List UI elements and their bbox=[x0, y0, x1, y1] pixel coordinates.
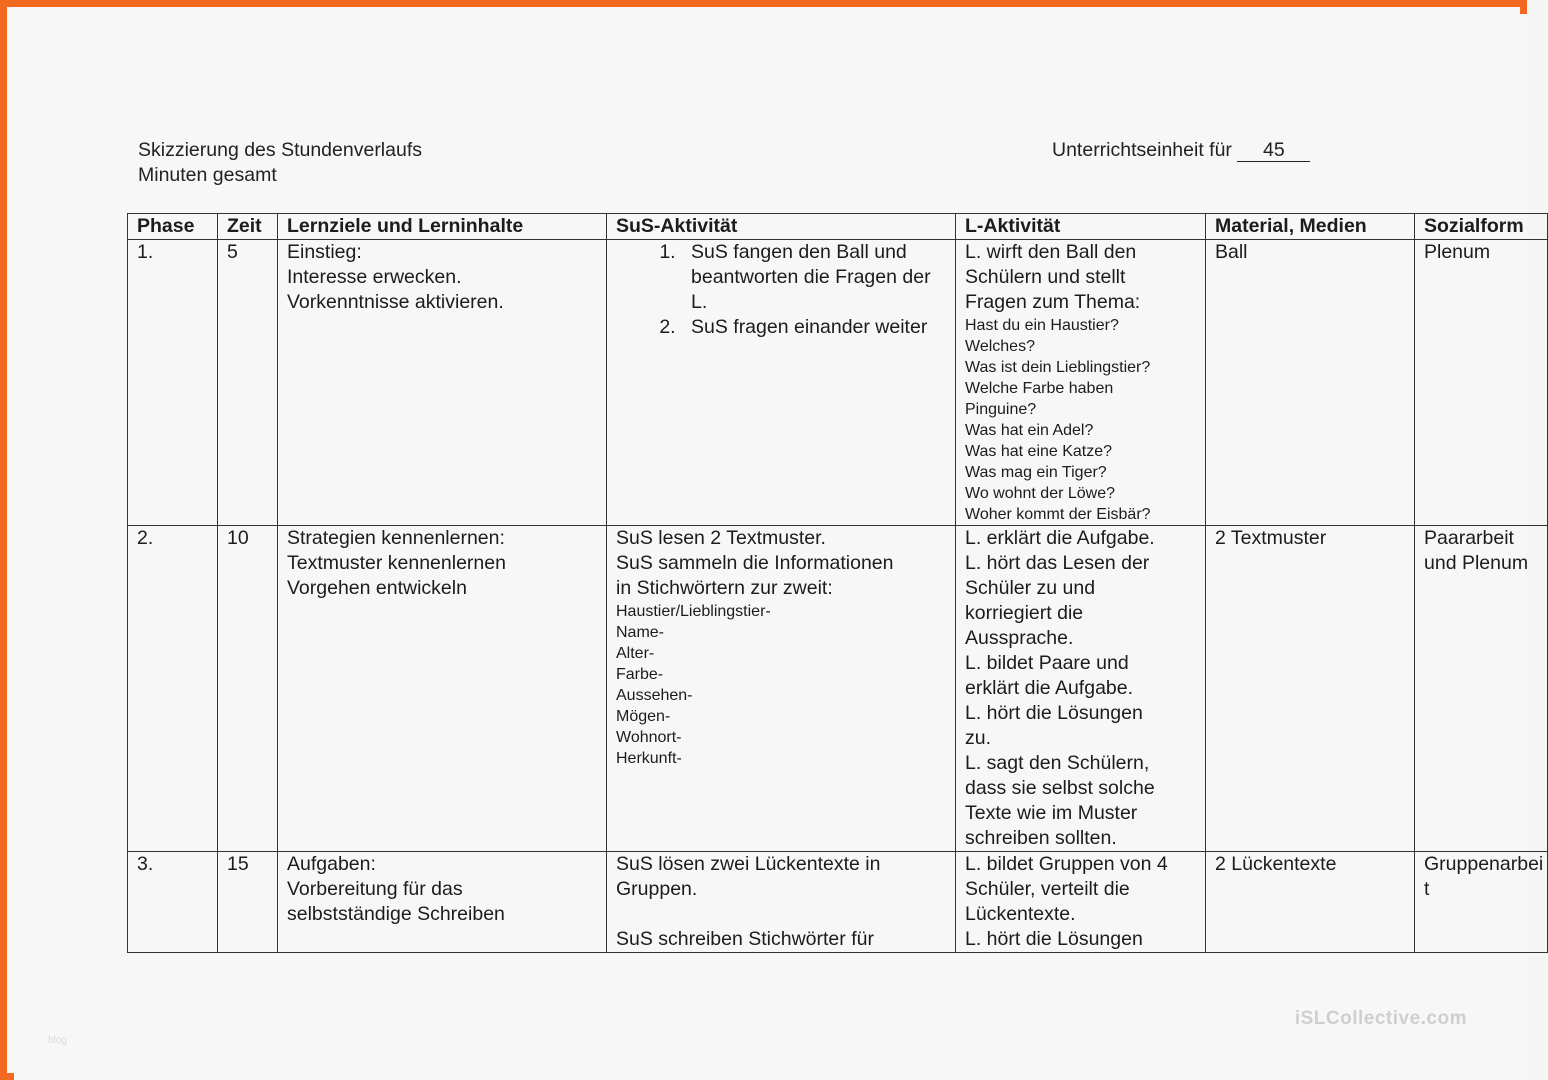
list-item: 2. SuS fragen einander weiter bbox=[681, 315, 947, 340]
l-activity-line: zu. bbox=[965, 727, 992, 749]
question-line: Was mag ein Tiger? bbox=[965, 464, 1107, 481]
keyword-line: Alter- bbox=[616, 645, 655, 662]
column-header-phase: Phase bbox=[128, 214, 218, 240]
cell-zeit: 5 bbox=[218, 240, 278, 526]
l-activity-line: schreiben sollten. bbox=[965, 827, 1117, 849]
lernziel-line: Vorgehen entwickeln bbox=[287, 577, 467, 599]
cell-sus-aktivitaet bbox=[607, 240, 956, 526]
question-line: Was hat eine Katze? bbox=[965, 443, 1113, 460]
l-activity-line: L. bildet Gruppen von 4 bbox=[965, 853, 1168, 875]
sus-activity-line bbox=[616, 902, 947, 927]
cell-zeit: 15 bbox=[218, 852, 278, 953]
question-line: Wo wohnt der Löwe? bbox=[965, 485, 1116, 502]
sozialform-line: und Plenum bbox=[1424, 552, 1529, 574]
document-title bbox=[138, 138, 422, 188]
keyword-line: Farbe- bbox=[616, 666, 664, 683]
lernziel-line: Aufgaben: bbox=[287, 853, 376, 875]
keyword-line: Wohnort- bbox=[616, 729, 682, 746]
sus-activity-line: SuS schreiben Stichwörter für bbox=[616, 928, 874, 950]
cell-sus-aktivitaet bbox=[607, 852, 956, 953]
l-activity-line: dass sie selbst solche bbox=[965, 777, 1155, 799]
question-line: Welches? bbox=[965, 338, 1035, 355]
table-row bbox=[128, 852, 1548, 953]
unit-duration-label: Unterrichtseinheit für bbox=[1052, 139, 1232, 161]
watermark: iSLCollective.com bbox=[1294, 1008, 1467, 1029]
lernziel-line: Einstieg: bbox=[287, 241, 362, 263]
cell-material: 2 Textmuster bbox=[1206, 526, 1415, 852]
l-activity-line: Lückentexte. bbox=[965, 903, 1076, 925]
cell-l-aktivitaet bbox=[956, 240, 1206, 526]
keyword-line: Mögen- bbox=[616, 708, 671, 725]
l-activity-line: L. erklärt die Aufgabe. bbox=[965, 527, 1155, 549]
column-header-sus-aktivitaet: SuS-Aktivität bbox=[607, 214, 956, 240]
question-line: Pinguine? bbox=[965, 401, 1037, 418]
lernziel-line: Interesse erwecken. bbox=[287, 266, 462, 288]
sozialform-line: Gruppenarbei bbox=[1424, 853, 1544, 875]
column-header-sozialform: Sozialform bbox=[1415, 214, 1548, 240]
l-activity-line: L. sagt den Schülern, bbox=[965, 752, 1150, 774]
l-activity-line: erklärt die Aufgabe. bbox=[965, 677, 1134, 699]
cell-lernziele bbox=[278, 240, 607, 526]
cell-zeit: 10 bbox=[218, 526, 278, 852]
lernziel-line: selbstständige Schreiben bbox=[287, 903, 505, 925]
l-activity-line: Schüler, verteilt die bbox=[965, 878, 1130, 900]
cell-l-aktivitaet bbox=[956, 852, 1206, 953]
lesson-plan-table bbox=[127, 213, 1548, 953]
l-activity-line: Schülern und stellt bbox=[965, 266, 1126, 288]
cell-l-aktivitaet bbox=[956, 526, 1206, 852]
lernziel-line: Vorbereitung für das bbox=[287, 878, 463, 900]
cell-lernziele bbox=[278, 852, 607, 953]
column-header-material: Material, Medien bbox=[1206, 214, 1415, 240]
keyword-line: Aussehen- bbox=[616, 687, 693, 704]
cell-phase: 3. bbox=[128, 852, 218, 953]
sus-activity-line: SuS lesen 2 Textmuster. bbox=[616, 527, 826, 549]
list-item: 1. SuS fangen den Ball und beantworten die Fragen der L. bbox=[681, 240, 947, 315]
lernziel-line: Vorkenntnisse aktivieren. bbox=[287, 291, 504, 313]
document-page bbox=[14, 14, 1544, 1080]
lernziel-line: Textmuster kennenlernen bbox=[287, 552, 506, 574]
unit-duration bbox=[1052, 138, 1310, 163]
table-row bbox=[128, 526, 1548, 852]
keyword-line: Herkunft- bbox=[616, 750, 682, 767]
sus-activity-line: SuS sammeln die Informationen bbox=[616, 552, 894, 574]
l-activity-line: L. hört die Lösungen bbox=[965, 702, 1143, 724]
l-activity-line: L. hört die Lösungen bbox=[965, 928, 1143, 950]
l-activity-line: Schüler zu und bbox=[965, 577, 1096, 599]
sus-activity-list bbox=[616, 240, 947, 340]
l-activity-line: korriegiert die bbox=[965, 602, 1084, 624]
sozialform-line: Paararbeit bbox=[1424, 527, 1514, 549]
column-header-zeit: Zeit bbox=[218, 214, 278, 240]
keyword-line: Name- bbox=[616, 624, 665, 641]
l-activity-line: L. bildet Paare und bbox=[965, 652, 1129, 674]
sus-activity-line: SuS lösen zwei Lückentexte in bbox=[616, 853, 881, 875]
cell-phase: 1. bbox=[128, 240, 218, 526]
l-activity-line: L. wirft den Ball den bbox=[965, 241, 1137, 263]
l-activity-line: Aussprache. bbox=[965, 627, 1074, 649]
sus-activity-line: in Stichwörtern zur zweit: bbox=[616, 577, 833, 599]
cell-sozialform bbox=[1415, 852, 1548, 953]
title-line-1: Skizzierung des Stundenverlaufs bbox=[138, 139, 422, 161]
question-line: Was hat ein Adel? bbox=[965, 422, 1094, 439]
keyword-line: Haustier/Lieblingstier- bbox=[616, 603, 771, 620]
sus-activity-line: Gruppen. bbox=[616, 878, 698, 900]
unit-duration-value: 45 bbox=[1237, 139, 1310, 162]
cell-sozialform bbox=[1415, 526, 1548, 852]
lernziel-line: Strategien kennenlernen: bbox=[287, 527, 505, 549]
l-activity-line: Texte wie im Muster bbox=[965, 802, 1138, 824]
column-header-lernziele: Lernziele und Lerninhalte bbox=[278, 214, 607, 240]
table-header-row bbox=[128, 214, 1548, 240]
cell-lernziele bbox=[278, 526, 607, 852]
question-line: Hast du ein Haustier? bbox=[965, 317, 1119, 334]
question-line: Was ist dein Lieblingstier? bbox=[965, 359, 1151, 376]
watermark-small: blog bbox=[48, 1035, 67, 1046]
l-activity-line: Fragen zum Thema: bbox=[965, 291, 1141, 313]
question-line: Welche Farbe haben bbox=[965, 380, 1114, 397]
cell-material: Ball bbox=[1206, 240, 1415, 526]
cell-sozialform: Plenum bbox=[1415, 240, 1548, 526]
question-line: Woher kommt der Eisbär? bbox=[965, 506, 1151, 523]
cell-sus-aktivitaet bbox=[607, 526, 956, 852]
title-line-2: Minuten gesamt bbox=[138, 164, 277, 186]
cell-material: 2 Lückentexte bbox=[1206, 852, 1415, 953]
column-header-l-aktivitaet: L-Aktivität bbox=[956, 214, 1206, 240]
cell-phase: 2. bbox=[128, 526, 218, 852]
table-row bbox=[128, 240, 1548, 526]
sozialform-line: t bbox=[1424, 878, 1430, 900]
l-activity-line: L. hört das Lesen der bbox=[965, 552, 1150, 574]
